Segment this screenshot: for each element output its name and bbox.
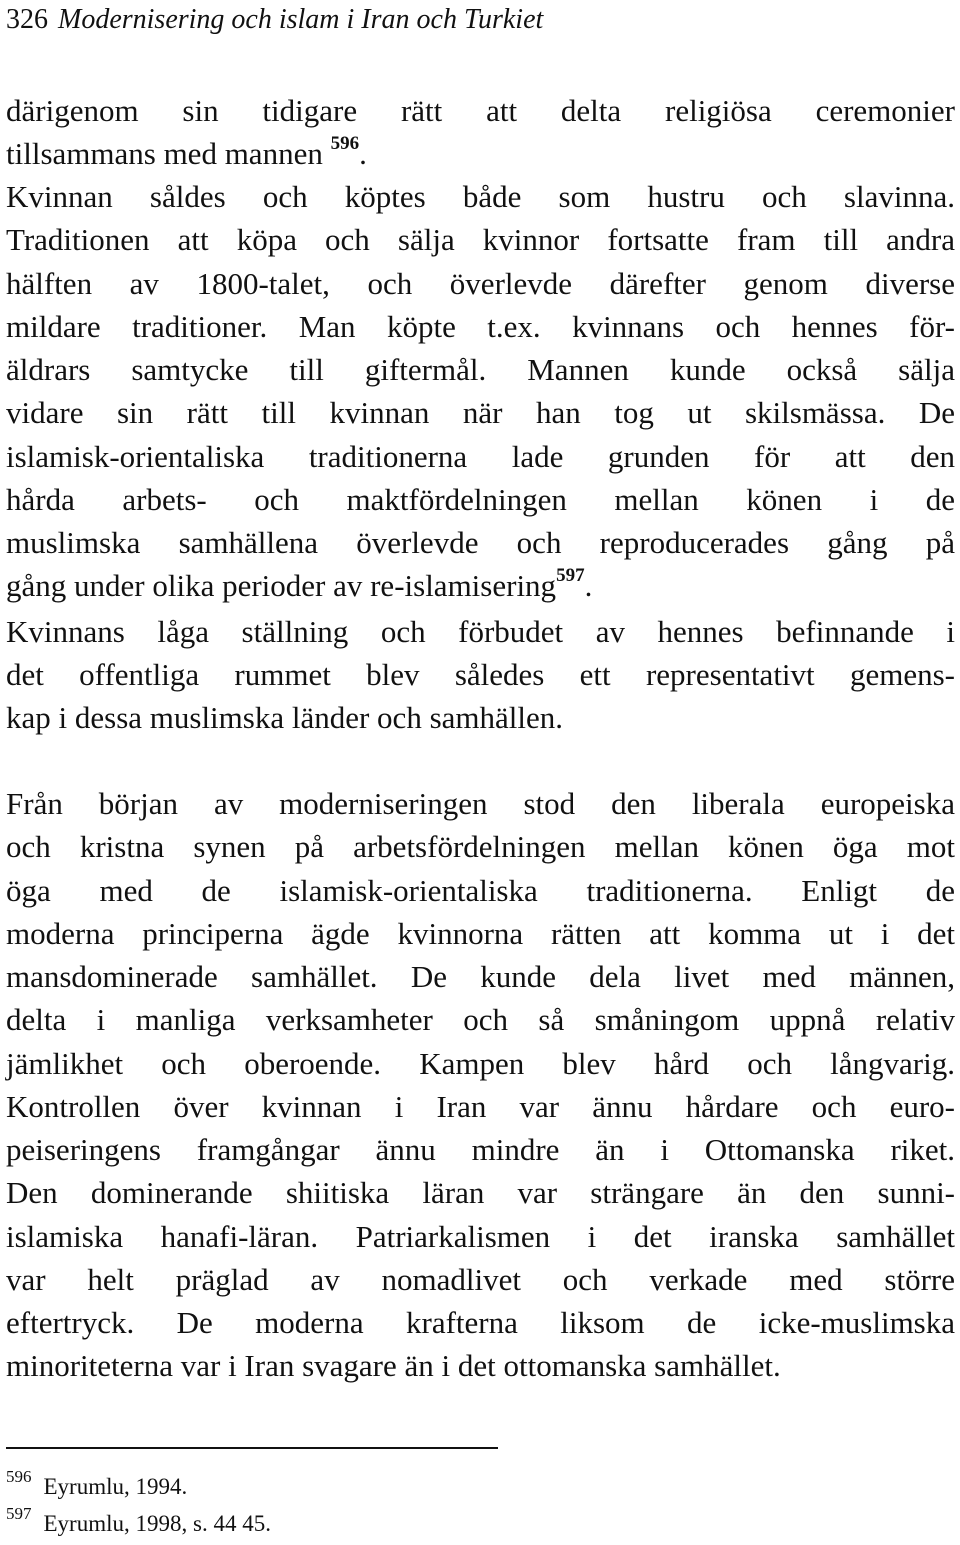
running-title: Modernisering och islam i Iran och Turkiet	[58, 4, 544, 35]
body-line	[6, 566, 955, 606]
footnote-597	[6, 1504, 271, 1540]
body-line: hårda arbets- och maktfördelningen mellan könen i de	[6, 482, 955, 517]
body-line: moderna principerna ägde kvinnorna rätten att komma ut i det	[6, 916, 955, 951]
page-number: 326	[6, 4, 48, 35]
body-line: hälften av 1800-talet, och överlevde därefter genom diverse	[6, 266, 955, 301]
body-line: peiseringens framgångar ännu mindre än i Ottomanska riket.	[6, 1132, 955, 1167]
footnote-number: 597	[6, 1504, 32, 1523]
body-line: islamisk-orientaliska traditionerna lade grunden för att den	[6, 439, 955, 474]
footnote-ref-597[interactable]: 597	[556, 565, 585, 586]
body-line	[6, 134, 955, 174]
body-text: .	[584, 568, 593, 603]
body-line: Kvinnans låga ställning och förbudet av hennes befinnande i	[6, 614, 955, 649]
body-line: eftertryck. De moderna krafterna liksom de icke-muslimska	[6, 1305, 955, 1340]
footnote-ref-596[interactable]: 596	[330, 133, 360, 154]
body-line: var helt präglad av nomadlivet och verkade med större	[6, 1262, 955, 1297]
body-line: jämlikhet och oberoende. Kampen blev hård och långvarig.	[6, 1046, 955, 1081]
body-line: och kristna synen på arbetsfördelningen mellan könen öga mot	[6, 829, 955, 864]
footnote-text: Eyrumlu, 1994.	[43, 1474, 188, 1499]
body-line: vidare sin rätt till kvinnan när han tog ut skilsmässa. De	[6, 395, 955, 430]
body-text: gång under olika perioder av re-islamisering	[6, 568, 557, 603]
body-line: Kvinnan såldes och köptes både som hustru och slavinna.	[6, 179, 955, 214]
body-line: öga med de islamisk-orientaliska traditionerna. Enligt de	[6, 873, 955, 908]
running-head	[6, 2, 543, 38]
body-line: minoriteterna var i Iran svagare än i det ottomanska samhället.	[6, 1348, 781, 1383]
body-text: tillsammans med mannen	[6, 136, 331, 171]
body-line: delta i manliga verksamheter och så småningom uppnå relativ	[6, 1002, 955, 1037]
footnote-596	[6, 1467, 188, 1503]
body-line: äldrars samtycke till giftermål. Mannen kunde också sälja	[6, 352, 955, 387]
body-line: muslimska samhällena överlevde och reproducerades gång på	[6, 525, 955, 560]
body-line: islamiska hanafi-läran. Patriarkalismen i det iranska samhället	[6, 1219, 955, 1254]
body-line: Traditionen att köpa och sälja kvinnor fortsatte fram till andra	[6, 222, 955, 257]
body-line: Den dominerande shiitiska läran var strängare än den sunni-	[6, 1175, 955, 1210]
body-line: kap i dessa muslimska länder och samhällen.	[6, 700, 564, 735]
body-line: därigenom sin tidigare rätt att delta religiösa ceremonier	[6, 93, 955, 128]
body-line: mildare traditioner. Man köpte t.ex. kvinnans och hennes för-	[6, 309, 955, 344]
footnote-text: Eyrumlu, 1998, s. 44 45.	[43, 1511, 271, 1536]
body-line: det offentliga rummet blev således ett representativt gemens-	[6, 657, 955, 692]
footnote-divider	[6, 1447, 498, 1449]
footnote-number: 596	[6, 1467, 32, 1486]
body-line: mansdominerade samhället. De kunde dela livet med männen,	[6, 959, 955, 994]
body-line: Kontrollen över kvinnan i Iran var ännu hårdare och euro-	[6, 1089, 955, 1124]
body-line: Från början av moderniseringen stod den liberala europeiska	[6, 786, 955, 821]
body-text: .	[359, 136, 367, 171]
